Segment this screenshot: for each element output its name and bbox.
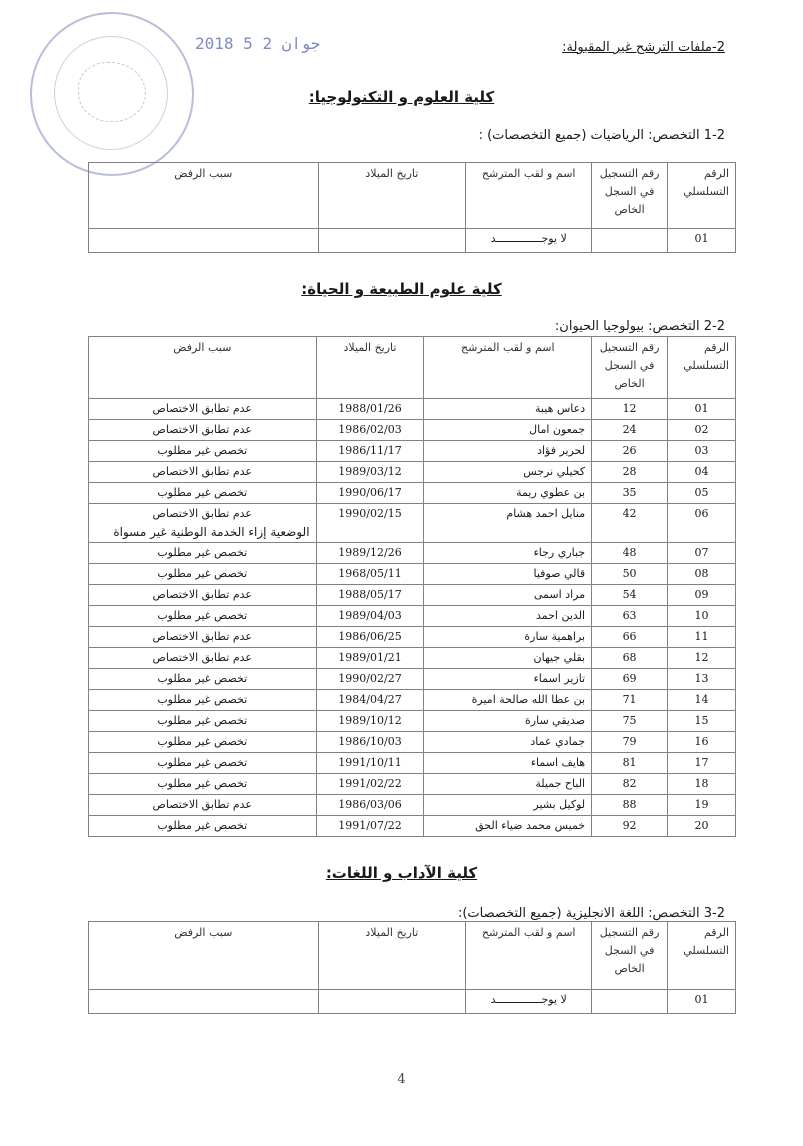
cell-serial: 16 (668, 732, 736, 753)
table-row (89, 399, 736, 420)
col-header-birthdate: تاريخ الميلاد (318, 163, 466, 229)
cell-candidate-name: صديقي سارة (424, 711, 592, 732)
cell-reason: عدم تطابق الاختصاص (89, 648, 317, 669)
cell-registration: 75 (592, 711, 668, 732)
cell-candidate-name: جمعون امال (424, 420, 592, 441)
cell-reason: عدم تطابق الاختصاص (89, 420, 317, 441)
table-row (89, 441, 736, 462)
cell-birthdate: 1988/01/26 (316, 399, 424, 420)
cell-birthdate: 1986/02/03 (316, 420, 424, 441)
table-row (89, 816, 736, 837)
cell-registration: 71 (592, 690, 668, 711)
cell-reason: تخصص غير مطلوب (89, 774, 317, 795)
col-header-name: اسم و لقب المترشح (466, 922, 592, 990)
cell-registration: 35 (592, 483, 668, 504)
cell-serial: 07 (668, 543, 736, 564)
cell-registration: 81 (592, 753, 668, 774)
cell-reason: تخصص غير مطلوب (89, 690, 317, 711)
cell-reason: تخصص غير مطلوب (89, 753, 317, 774)
cell-candidate-name: الباح جميلة (424, 774, 592, 795)
cell-serial: 20 (668, 816, 736, 837)
cell-registration: 69 (592, 669, 668, 690)
cell-serial: 08 (668, 564, 736, 585)
cell-reason (89, 504, 317, 543)
cell-serial: 05 (668, 483, 736, 504)
cell-reason-line: عدم تطابق الاختصاص (152, 507, 252, 520)
cell-serial: 06 (668, 504, 736, 543)
cell-reason: تخصص غير مطلوب (89, 732, 317, 753)
table-row (89, 732, 736, 753)
table-row (89, 606, 736, 627)
cell-serial: 10 (668, 606, 736, 627)
cell-registration: 79 (592, 732, 668, 753)
table-row (89, 585, 736, 606)
cell-birthdate: 1990/02/15 (316, 504, 424, 543)
cell-reason: عدم تطابق الاختصاص (89, 627, 317, 648)
cell-birthdate: 1986/11/17 (316, 441, 424, 462)
cell-candidate-name: جباري رجاء (424, 543, 592, 564)
cell-reason: عدم تطابق الاختصاص (89, 585, 317, 606)
cell-birthdate: 1989/10/12 (316, 711, 424, 732)
cell-birthdate: 1989/04/03 (316, 606, 424, 627)
cell-serial: 12 (668, 648, 736, 669)
cell-registration: 42 (592, 504, 668, 543)
cell-registration: 92 (592, 816, 668, 837)
page-heading: 2-ملفات الترشح غير المقبولة: (562, 40, 725, 55)
cell-none: لا يوجــــــــــــــد (466, 990, 592, 1014)
cell-birthdate: 1986/03/06 (316, 795, 424, 816)
specialty-title-math: 1-2 التخصص: الرياضيات (جميع التخصصات) : (478, 128, 725, 143)
cell-candidate-name: هايف اسماء (424, 753, 592, 774)
cell-serial: 01 (668, 399, 736, 420)
col-header-birthdate: تاريخ الميلاد (318, 922, 466, 990)
table-row (89, 543, 736, 564)
cell-reason: تخصص غير مطلوب (89, 711, 317, 732)
cell-candidate-name: منايل احمد هشام (424, 504, 592, 543)
table-row (89, 648, 736, 669)
cell-serial: 02 (668, 420, 736, 441)
col-header-registration: رقم التسجيل في السجل الخاص (592, 337, 668, 399)
cell-candidate-name: بقلي جيهان (424, 648, 592, 669)
table-row (89, 462, 736, 483)
col-header-reason: سبب الرفض (89, 337, 317, 399)
cell-registration: 26 (592, 441, 668, 462)
cell-registration: 88 (592, 795, 668, 816)
cell-reason: تخصص غير مطلوب (89, 543, 317, 564)
specialty-title-english: 3-2 التخصص: اللغة الانجليزية (جميع التخصصات): (457, 906, 725, 921)
cell-serial: 03 (668, 441, 736, 462)
cell-birthdate: 1986/06/25 (316, 627, 424, 648)
cell-candidate-name: لحرير فؤاد (424, 441, 592, 462)
table-row (89, 690, 736, 711)
faculty-title-science-tech: كلية العلوم و التكنولوجيا: (308, 88, 495, 106)
cell-reason: عدم تطابق الاختصاص (89, 795, 317, 816)
cell-serial: 13 (668, 669, 736, 690)
table-row (89, 711, 736, 732)
cell-registration: 12 (592, 399, 668, 420)
cell-reason: تخصص غير مطلوب (89, 669, 317, 690)
cell-serial: 14 (668, 690, 736, 711)
cell-serial: 09 (668, 585, 736, 606)
cell-serial: 17 (668, 753, 736, 774)
cell-reason: عدم تطابق الاختصاص (89, 462, 317, 483)
cell-candidate-name: تازير اسماء (424, 669, 592, 690)
cell-candidate-name: مراد اسمى (424, 585, 592, 606)
col-header-serial: الرقم التسلسلي (668, 922, 736, 990)
table-row (89, 774, 736, 795)
cell-birthdate: 1984/04/27 (316, 690, 424, 711)
col-header-reason: سبب الرفض (89, 163, 319, 229)
cell-none: لا يوجــــــــــــــد (466, 229, 592, 253)
cell-registration: 28 (592, 462, 668, 483)
faculty-title-nature-life: كلية علوم الطبيعة و الحياة: (301, 280, 502, 298)
cell-registration: 82 (592, 774, 668, 795)
cell-registration: 54 (592, 585, 668, 606)
table-row (89, 795, 736, 816)
rejected-table-english (88, 921, 736, 1014)
cell-birthdate: 1991/10/11 (316, 753, 424, 774)
table-row (89, 229, 736, 253)
table-row (89, 753, 736, 774)
specialty-title-animal-biology: 2-2 التخصص: بيولوجيا الحيوان: (554, 319, 725, 334)
col-header-registration: رقم التسجيل في السجل الخاص (592, 163, 668, 229)
rejected-table-math (88, 162, 736, 253)
table-row (89, 504, 736, 543)
table-row (89, 420, 736, 441)
cell-serial: 01 (668, 229, 736, 253)
cell-birthdate: 1989/12/26 (316, 543, 424, 564)
cell-reason-line: الوضعية إزاء الخدمة الوطنية غير مسواة (113, 525, 310, 539)
cell-candidate-name: لوكيل بشير (424, 795, 592, 816)
cell-birthdate: 1968/05/11 (316, 564, 424, 585)
cell-birthdate: 1991/02/22 (316, 774, 424, 795)
table-row (89, 627, 736, 648)
cell-registration: 63 (592, 606, 668, 627)
cell-reason: عدم تطابق الاختصاص (89, 399, 317, 420)
rejected-table-biology (88, 336, 736, 837)
table-row (89, 990, 736, 1014)
cell-registration: 68 (592, 648, 668, 669)
cell-serial: 11 (668, 627, 736, 648)
cell-candidate-name: براهمية سارة (424, 627, 592, 648)
cell-candidate-name: بن عطوي ريمة (424, 483, 592, 504)
cell-serial: 18 (668, 774, 736, 795)
stamp-date: 2018 جوان 2 5 (195, 34, 321, 53)
col-header-serial: الرقم التسلسلي (668, 337, 736, 399)
cell-candidate-name: دعاس هيبة (424, 399, 592, 420)
cell-candidate-name: قالي صوفيا (424, 564, 592, 585)
cell-reason: تخصص غير مطلوب (89, 816, 317, 837)
col-header-birthdate: تاريخ الميلاد (316, 337, 424, 399)
cell-birthdate: 1988/05/17 (316, 585, 424, 606)
table-row (89, 564, 736, 585)
cell-serial: 15 (668, 711, 736, 732)
cell-birthdate: 1990/06/17 (316, 483, 424, 504)
cell-registration: 48 (592, 543, 668, 564)
cell-candidate-name: خميس محمد ضياء الحق (424, 816, 592, 837)
cell-registration: 24 (592, 420, 668, 441)
cell-candidate-name: كحيلي نرجس (424, 462, 592, 483)
col-header-reason: سبب الرفض (89, 922, 319, 990)
cell-serial: 04 (668, 462, 736, 483)
col-header-name: اسم و لقب المترشح (466, 163, 592, 229)
cell-registration: 50 (592, 564, 668, 585)
cell-reason: تخصص غير مطلوب (89, 564, 317, 585)
table-row (89, 669, 736, 690)
cell-reason: تخصص غير مطلوب (89, 606, 317, 627)
cell-serial: 19 (668, 795, 736, 816)
col-header-name: اسم و لقب المترشح (424, 337, 592, 399)
col-header-serial: الرقم التسلسلي (668, 163, 736, 229)
faculty-title-letters-languages: كلية الآداب و اللغات: (325, 864, 478, 882)
col-header-registration: رقم التسجيل في السجل الخاص (592, 922, 668, 990)
cell-birthdate: 1989/03/12 (316, 462, 424, 483)
cell-registration: 66 (592, 627, 668, 648)
cell-candidate-name: بن عطا الله صالحة اميرة (424, 690, 592, 711)
cell-birthdate: 1990/02/27 (316, 669, 424, 690)
cell-candidate-name: جمادي عماد (424, 732, 592, 753)
cell-reason: تخصص غير مطلوب (89, 483, 317, 504)
cell-serial: 01 (668, 990, 736, 1014)
page-number: 4 (397, 1072, 406, 1087)
cell-candidate-name: الدين احمد (424, 606, 592, 627)
cell-birthdate: 1989/01/21 (316, 648, 424, 669)
cell-birthdate: 1986/10/03 (316, 732, 424, 753)
cell-birthdate: 1991/07/22 (316, 816, 424, 837)
table-row (89, 483, 736, 504)
cell-reason: تخصص غير مطلوب (89, 441, 317, 462)
